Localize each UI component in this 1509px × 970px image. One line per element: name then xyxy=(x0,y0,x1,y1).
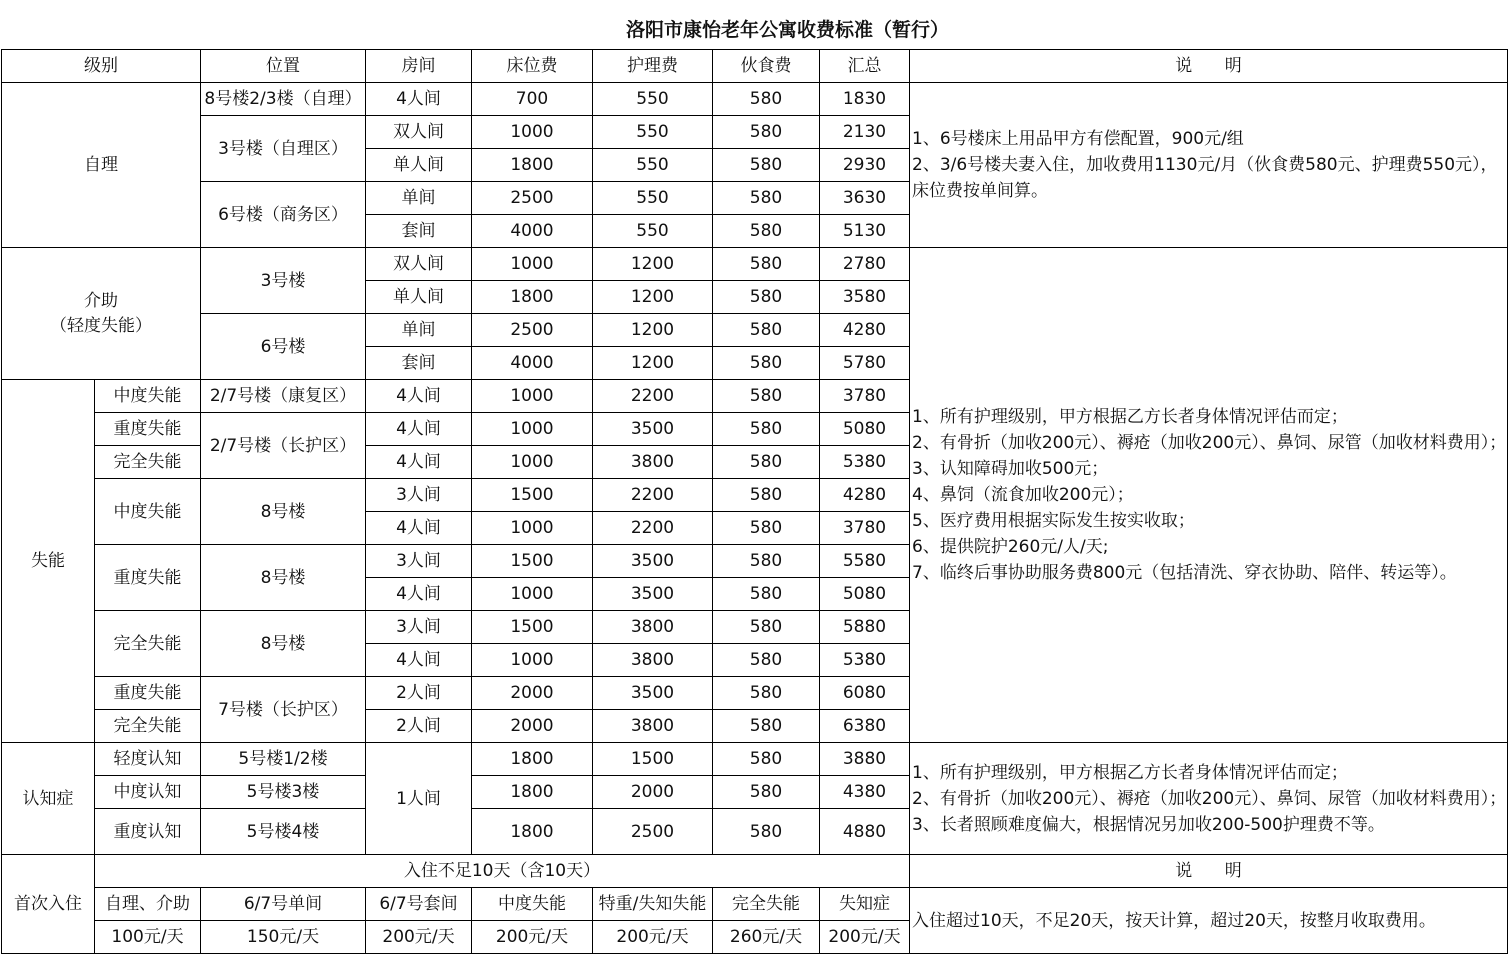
room-cell: 3人间 xyxy=(366,479,472,512)
total-cell: 5130 xyxy=(820,215,910,248)
total-cell: 5880 xyxy=(820,611,910,644)
level-self-care: 自理 xyxy=(2,83,201,248)
room-cell: 单人间 xyxy=(366,281,472,314)
note-line: 1、所有护理级别，甲方根据乙方长者身体情况评估而定； xyxy=(912,407,1348,427)
note-line: 3、认知障碍加收500元； xyxy=(912,459,1109,479)
bed-fee-cell: 2500 xyxy=(472,182,593,215)
care-fee-cell: 1200 xyxy=(593,347,713,380)
bed-fee-cell: 1800 xyxy=(472,743,593,776)
food-fee-cell: 580 xyxy=(713,314,820,347)
total-cell: 5780 xyxy=(820,347,910,380)
sub-level-cell: 重度失能 xyxy=(95,413,201,446)
fee-table xyxy=(1,49,1508,954)
care-fee-cell: 550 xyxy=(593,182,713,215)
price-cell: 150元/天 xyxy=(201,921,366,954)
sub-level-cell: 完全失能 xyxy=(95,446,201,479)
care-fee-cell: 3800 xyxy=(593,446,713,479)
position-cell: 2/7号楼（康复区） xyxy=(201,380,366,413)
total-cell: 6080 xyxy=(820,677,910,710)
page-title: 洛阳市康怡老年公寓收费标准（暂行） xyxy=(625,19,949,41)
col-header-care-fee: 护理费 xyxy=(593,50,713,83)
price-cell: 200元/天 xyxy=(472,921,593,954)
bed-fee-cell: 2500 xyxy=(472,314,593,347)
room-cell: 4人间 xyxy=(366,413,472,446)
care-fee-cell: 3800 xyxy=(593,710,713,743)
note-line: 2、有骨折（加收200元）、褥疮（加收200元）、鼻饲、尿管（加收材料费用）； xyxy=(912,788,1507,809)
food-fee-cell: 580 xyxy=(713,83,820,116)
food-fee-cell: 580 xyxy=(713,710,820,743)
food-fee-cell: 580 xyxy=(713,347,820,380)
bed-fee-cell: 1000 xyxy=(472,116,593,149)
level-label: 介助 xyxy=(84,290,118,311)
note-line: 6、提供院护260元/人/天; xyxy=(912,537,1109,557)
food-fee-cell: 580 xyxy=(713,413,820,446)
food-fee-cell: 580 xyxy=(713,644,820,677)
position-cell: 8号楼 xyxy=(201,611,366,677)
food-fee-cell: 580 xyxy=(713,182,820,215)
room-cell: 4人间 xyxy=(366,446,472,479)
note-line: 5、医疗费用根据实际发生按实收取； xyxy=(912,511,1195,531)
sub-level-cell: 中度认知 xyxy=(95,776,201,809)
care-fee-cell: 3500 xyxy=(593,578,713,611)
price-cell: 260元/天 xyxy=(713,921,820,954)
position-cell: 5号楼3楼 xyxy=(201,776,366,809)
price-cell: 200元/天 xyxy=(593,921,713,954)
care-fee-cell: 550 xyxy=(593,116,713,149)
col-header-bed-fee: 床位费 xyxy=(472,50,593,83)
table-row xyxy=(2,83,1508,116)
food-fee-cell: 580 xyxy=(713,578,820,611)
room-cell: 套间 xyxy=(366,215,472,248)
room-cell: 3人间 xyxy=(366,545,472,578)
total-cell: 3630 xyxy=(820,182,910,215)
room-cell: 4人间 xyxy=(366,644,472,677)
level-first-stay: 首次入住 xyxy=(2,855,95,954)
care-fee-cell: 2000 xyxy=(593,776,713,809)
food-fee-cell: 580 xyxy=(713,446,820,479)
room-cell: 1人间 xyxy=(366,743,472,855)
table-row xyxy=(2,855,1508,888)
total-cell: 2930 xyxy=(820,149,910,182)
category-cell: 自理、介助 xyxy=(95,888,201,921)
sub-level-cell: 重度失能 xyxy=(95,677,201,710)
position-cell: 7号楼（长护区） xyxy=(201,677,366,743)
food-fee-cell: 580 xyxy=(713,809,820,855)
food-fee-cell: 580 xyxy=(713,776,820,809)
bed-fee-cell: 4000 xyxy=(472,215,593,248)
food-fee-cell: 580 xyxy=(713,743,820,776)
total-cell: 5080 xyxy=(820,578,910,611)
category-cell: 中度失能 xyxy=(472,888,593,921)
care-fee-cell: 3500 xyxy=(593,677,713,710)
bed-fee-cell: 1800 xyxy=(472,281,593,314)
food-fee-cell: 580 xyxy=(713,116,820,149)
food-fee-cell: 580 xyxy=(713,479,820,512)
total-cell: 1830 xyxy=(820,83,910,116)
table-row xyxy=(2,888,1508,921)
col-header-level: 级别 xyxy=(2,50,201,83)
bed-fee-cell: 1800 xyxy=(472,149,593,182)
care-fee-cell: 3800 xyxy=(593,611,713,644)
room-cell: 3人间 xyxy=(366,611,472,644)
care-fee-cell: 550 xyxy=(593,149,713,182)
room-cell: 2人间 xyxy=(366,677,472,710)
room-cell: 4人间 xyxy=(366,83,472,116)
care-fee-cell: 2200 xyxy=(593,380,713,413)
food-fee-cell: 580 xyxy=(713,215,820,248)
category-cell: 特重/失知失能 xyxy=(593,888,713,921)
bed-fee-cell: 1500 xyxy=(472,479,593,512)
care-fee-cell: 2200 xyxy=(593,479,713,512)
food-fee-cell: 580 xyxy=(713,149,820,182)
care-fee-cell: 2200 xyxy=(593,512,713,545)
total-cell: 5580 xyxy=(820,545,910,578)
total-cell: 3580 xyxy=(820,281,910,314)
bed-fee-cell: 2000 xyxy=(472,710,593,743)
care-fee-cell: 3800 xyxy=(593,644,713,677)
price-cell: 100元/天 xyxy=(95,921,201,954)
room-cell: 双人间 xyxy=(366,116,472,149)
position-cell: 2/7号楼（长护区） xyxy=(201,413,366,479)
category-cell: 完全失能 xyxy=(713,888,820,921)
col-header-position: 位置 xyxy=(201,50,366,83)
disabled-notes xyxy=(910,248,1508,743)
level-assisted xyxy=(2,248,201,380)
total-cell: 3780 xyxy=(820,512,910,545)
total-cell: 4880 xyxy=(820,809,910,855)
care-fee-cell: 2500 xyxy=(593,809,713,855)
room-cell: 4人间 xyxy=(366,512,472,545)
position-cell: 8号楼 xyxy=(201,545,366,611)
note-line: 4、鼻饲（流食加收200元）； xyxy=(912,485,1134,505)
sub-level-cell: 重度失能 xyxy=(95,545,201,611)
position-cell: 5号楼1/2楼 xyxy=(201,743,366,776)
col-header-room: 房间 xyxy=(366,50,472,83)
price-cell: 200元/天 xyxy=(366,921,472,954)
total-cell: 2780 xyxy=(820,248,910,281)
bed-fee-cell: 1800 xyxy=(472,776,593,809)
care-fee-cell: 3500 xyxy=(593,545,713,578)
level-disabled: 失能 xyxy=(2,380,95,743)
bed-fee-cell: 1800 xyxy=(472,809,593,855)
bed-fee-cell: 1000 xyxy=(472,578,593,611)
care-fee-cell: 1200 xyxy=(593,248,713,281)
col-header-food-fee: 伙食费 xyxy=(713,50,820,83)
position-cell: 3号楼 xyxy=(201,248,366,314)
header-row xyxy=(2,50,1508,83)
room-cell: 4人间 xyxy=(366,380,472,413)
food-fee-cell: 580 xyxy=(713,512,820,545)
sub-level-cell: 完全失能 xyxy=(95,710,201,743)
table-row xyxy=(2,248,1508,281)
note-line: 3、长者照顾难度偏大，根据情况另加收200-500护理费不等。 xyxy=(912,814,1385,835)
bed-fee-cell: 4000 xyxy=(472,347,593,380)
position-cell: 3号楼（自理区） xyxy=(201,116,366,182)
food-fee-cell: 580 xyxy=(713,677,820,710)
price-cell: 200元/天 xyxy=(820,921,910,954)
care-fee-cell: 1500 xyxy=(593,743,713,776)
sub-level-cell: 轻度认知 xyxy=(95,743,201,776)
room-cell: 单间 xyxy=(366,314,472,347)
food-fee-cell: 580 xyxy=(713,281,820,314)
food-fee-cell: 580 xyxy=(713,248,820,281)
category-cell: 6/7号单间 xyxy=(201,888,366,921)
food-fee-cell: 580 xyxy=(713,380,820,413)
total-cell: 3880 xyxy=(820,743,910,776)
total-cell: 5380 xyxy=(820,644,910,677)
bed-fee-cell: 2000 xyxy=(472,677,593,710)
total-cell: 5380 xyxy=(820,446,910,479)
total-cell: 3780 xyxy=(820,380,910,413)
sub-level-cell: 完全失能 xyxy=(95,611,201,677)
total-cell: 6380 xyxy=(820,710,910,743)
note-line: 2、3/6号楼夫妻入住，加收费用1130元/月（伙食费580元、护理费550元），床位费按单间算。 xyxy=(912,155,1498,201)
care-fee-cell: 1200 xyxy=(593,281,713,314)
bed-fee-cell: 1000 xyxy=(472,644,593,677)
bed-fee-cell: 1000 xyxy=(472,512,593,545)
bed-fee-cell: 1000 xyxy=(472,248,593,281)
total-cell: 4380 xyxy=(820,776,910,809)
room-cell: 2人间 xyxy=(366,710,472,743)
care-fee-cell: 3500 xyxy=(593,413,713,446)
food-fee-cell: 580 xyxy=(713,545,820,578)
total-cell: 4280 xyxy=(820,314,910,347)
position-cell: 8号楼2/3楼（自理） xyxy=(201,83,366,116)
food-fee-cell: 580 xyxy=(713,611,820,644)
level-dementia: 认知症 xyxy=(2,743,95,855)
sub-level-cell: 中度失能 xyxy=(95,479,201,545)
sub-level-cell: 重度认知 xyxy=(95,809,201,855)
position-cell: 5号楼4楼 xyxy=(201,809,366,855)
bed-fee-cell: 700 xyxy=(472,83,593,116)
first-stay-note: 入住超过10天，不足20天，按天计算，超过20天，按整月收取费用。 xyxy=(910,888,1508,954)
room-cell: 双人间 xyxy=(366,248,472,281)
first-stay-subtitle: 入住不足10天（含10天） xyxy=(95,855,910,888)
note-line: 7、临终后事协助服务费800元（包括清洗、穿衣协助、陪伴、转运等）。 xyxy=(912,563,1457,583)
note-line: 2、有骨折（加收200元）、褥疮（加收200元）、鼻饲、尿管（加收材料费用）； xyxy=(912,433,1507,453)
note-line: 1、6号楼床上用品甲方有偿配置，900元/组 xyxy=(912,129,1244,149)
col-header-notes: 说 明 xyxy=(910,50,1508,83)
first-stay-notes-header: 说 明 xyxy=(910,855,1508,888)
total-cell: 5080 xyxy=(820,413,910,446)
care-fee-cell: 550 xyxy=(593,215,713,248)
table-row xyxy=(2,743,1508,776)
room-cell: 单人间 xyxy=(366,149,472,182)
bed-fee-cell: 1500 xyxy=(472,611,593,644)
category-cell: 6/7号套间 xyxy=(366,888,472,921)
care-fee-cell: 550 xyxy=(593,83,713,116)
note-line: 1、所有护理级别，甲方根据乙方长者身体情况评估而定； xyxy=(912,762,1348,783)
position-cell: 6号楼（商务区） xyxy=(201,182,366,248)
total-cell: 2130 xyxy=(820,116,910,149)
bed-fee-cell: 1000 xyxy=(472,380,593,413)
position-cell: 6号楼 xyxy=(201,314,366,380)
total-cell: 4280 xyxy=(820,479,910,512)
sub-level-cell: 中度失能 xyxy=(95,380,201,413)
room-cell: 套间 xyxy=(366,347,472,380)
bed-fee-cell: 1500 xyxy=(472,545,593,578)
position-cell: 8号楼 xyxy=(201,479,366,545)
self-care-notes xyxy=(910,83,1508,248)
col-header-total: 汇总 xyxy=(820,50,910,83)
bed-fee-cell: 1000 xyxy=(472,413,593,446)
category-cell: 失知症 xyxy=(820,888,910,921)
room-cell: 4人间 xyxy=(366,578,472,611)
care-fee-cell: 1200 xyxy=(593,314,713,347)
room-cell: 单间 xyxy=(366,182,472,215)
bed-fee-cell: 1000 xyxy=(472,446,593,479)
level-sublabel: （轻度失能） xyxy=(50,315,152,336)
dementia-notes xyxy=(910,743,1508,855)
